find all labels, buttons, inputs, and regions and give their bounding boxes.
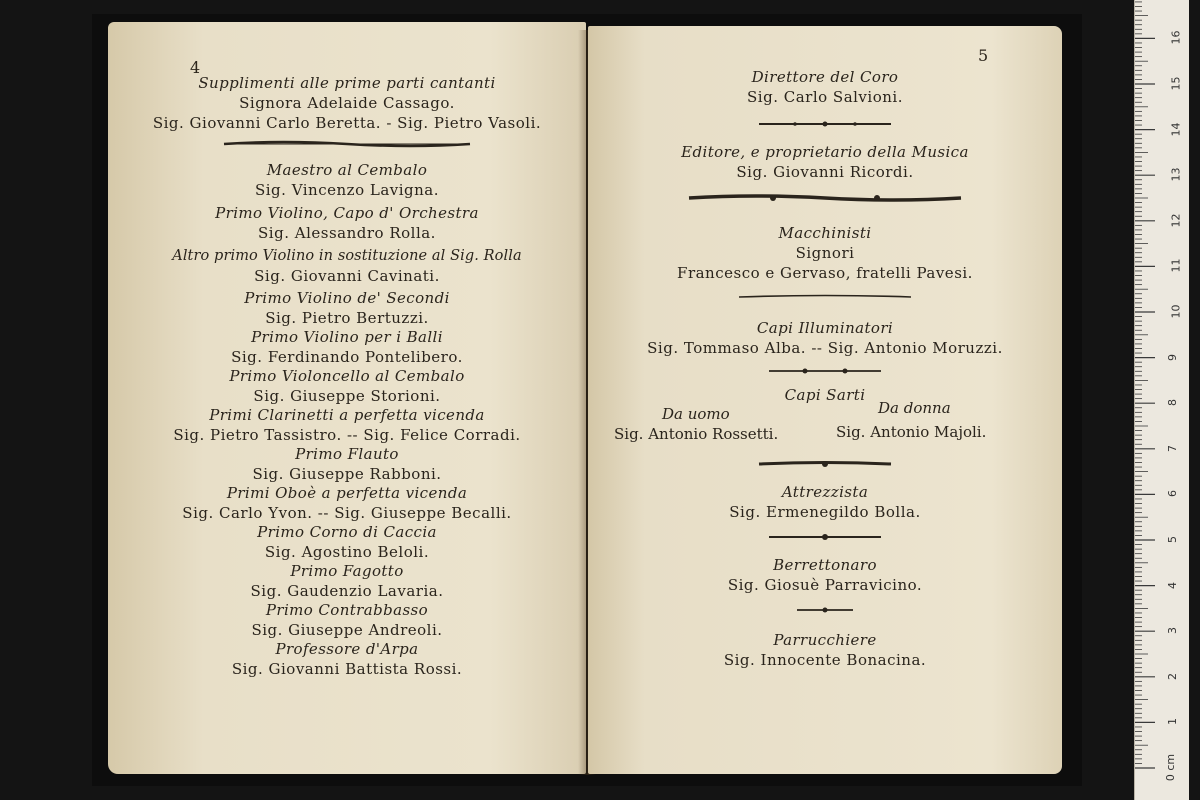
ruler-label: 16 — [1169, 30, 1183, 45]
credit-name: Sig. Giovanni Battista Rossi. — [231, 660, 463, 678]
credit-heading: Editore, e proprietario della Musica — [681, 143, 969, 161]
ornament-rule — [588, 192, 1062, 202]
credit-block — [588, 556, 1062, 595]
credit-block — [108, 523, 586, 562]
credit-block — [108, 562, 586, 601]
credit-name: Sig. Agostino Beloli. — [264, 543, 430, 561]
credit-name: Sig. Giovanni Ricordi. — [736, 163, 914, 181]
credit-block — [108, 445, 586, 484]
ruler-label: 11 — [1169, 258, 1183, 273]
credit-heading: Primo Fagotto — [290, 562, 404, 580]
ornament-rule — [588, 532, 1062, 542]
credit-name: Sig. Alessandro Rolla. — [258, 224, 436, 242]
ruler-label: 1 — [1166, 718, 1179, 726]
credit-heading: Macchinisti — [778, 224, 872, 242]
credit-heading: Parrucchiere — [773, 631, 877, 649]
ornament-rule — [588, 366, 1062, 376]
credit-name: Sig. Giovanni Cavinati. — [254, 267, 440, 285]
credit-block — [588, 68, 1062, 107]
credit-block — [108, 328, 586, 367]
credit-block — [108, 601, 586, 640]
page-number-right: 5 — [978, 46, 989, 65]
credit-name: Sig. Giovanni Carlo Beretta. - Sig. Pietro Vasoli. — [152, 114, 542, 132]
credit-name: Signori — [795, 244, 855, 262]
credit-name: Francesco e Gervaso, fratelli Pavesi. — [677, 264, 973, 282]
left-page-content — [108, 74, 586, 679]
credit-block — [108, 640, 586, 679]
ruler-label: 15 — [1169, 76, 1183, 91]
credit-heading: Maestro al Cembalo — [266, 161, 428, 179]
measurement-ruler — [1134, 0, 1189, 800]
credit-heading: Primo Corno di Caccia — [257, 523, 437, 541]
credit-block — [588, 483, 1062, 522]
credit-name: Sig. Ferdinando Pontelibero. — [231, 348, 463, 366]
credit-block — [108, 161, 586, 200]
credit-heading: Capi Sarti — [784, 386, 866, 404]
credit-heading: Supplimenti alle prime parti cantanti — [198, 74, 496, 92]
credit-name: Sig. Carlo Salvioni. — [747, 88, 903, 106]
credit-block — [588, 386, 1062, 447]
right-page — [588, 26, 1062, 774]
credit-block — [108, 367, 586, 406]
credit-block — [108, 74, 586, 133]
ornament-rule — [588, 293, 1062, 303]
right-page-content — [588, 68, 1062, 670]
ornament-rule — [588, 119, 1062, 129]
credit-heading: Primo Flauto — [295, 445, 399, 463]
credit-name: Sig. Carlo Yvon. -- Sig. Giuseppe Becalli. — [182, 504, 512, 522]
ruler-label: 10 — [1169, 304, 1183, 319]
ruler-label: 0 cm — [1164, 753, 1178, 782]
credit-name: Sig. Pietro Tassistro. -- Sig. Felice Corradi. — [173, 426, 521, 444]
credit-name: Sig. Giuseppe Andreoli. — [251, 621, 443, 639]
credit-name: Sig. Giuseppe Storioni. — [253, 387, 441, 405]
credit-heading: Primo Violino per i Balli — [251, 328, 443, 346]
credit-block — [588, 319, 1062, 358]
ruler-label: 5 — [1166, 536, 1179, 543]
ornament-rule — [108, 139, 586, 149]
credit-name: Sig. Gaudenzio Lavaria. — [250, 582, 444, 600]
credit-heading: Primo Violino de' Secondi — [244, 289, 450, 307]
credit-block — [108, 484, 586, 523]
credit-heading: Primo Violino, Capo d' Orchestra — [215, 204, 479, 222]
page-number-left: 4 — [190, 58, 201, 77]
credit-name: Sig. Giuseppe Rabboni. — [252, 465, 442, 483]
sarti-pair — [588, 399, 1062, 447]
credit-heading: Primo Contrabbasso — [265, 601, 429, 619]
credit-block — [108, 406, 586, 445]
credit-heading: Primo Violoncello al Cembalo — [229, 367, 465, 385]
credit-heading: Primi Oboè a perfetta vicenda — [226, 484, 468, 502]
credit-name: Sig. Innocente Bonacina. — [723, 651, 927, 669]
ruler-label: 6 — [1166, 490, 1179, 498]
ruler-label: 2 — [1166, 672, 1179, 680]
ruler-label: 7 — [1166, 444, 1179, 452]
ruler-label: 3 — [1166, 627, 1179, 635]
credit-block — [108, 247, 586, 286]
ornament-rule — [588, 459, 1062, 469]
credit-name: Sig. Ermenegildo Bolla. — [729, 503, 921, 521]
ruler-label: 12 — [1169, 213, 1183, 228]
credit-heading: Attrezzista — [781, 483, 869, 501]
credit-name: Sig. Vincenzo Lavigna. — [254, 181, 440, 199]
sarti-right-sub: Da donna — [878, 399, 951, 417]
credit-name: Signora Adelaide Cassago. — [239, 94, 455, 112]
credit-heading: Direttore del Coro — [751, 68, 899, 86]
ornament-rule — [588, 605, 1062, 615]
ruler-label: 4 — [1166, 581, 1179, 589]
credit-block — [108, 289, 586, 328]
credit-heading: Altro primo Violino in sostituzione al Sig. Rolla — [172, 248, 522, 264]
credit-block — [588, 143, 1062, 182]
ruler-label: 8 — [1166, 399, 1179, 407]
left-page — [108, 22, 586, 774]
credit-name: Sig. Tommaso Alba. -- Sig. Antonio Moruzzi. — [647, 339, 1003, 357]
sarti-left-name: Sig. Antonio Rossetti. — [614, 425, 779, 443]
credit-block — [588, 631, 1062, 670]
credit-heading: Professore d'Arpa — [275, 640, 419, 658]
credit-heading: Primi Clarinetti a perfetta vicenda — [209, 406, 485, 424]
credit-heading: Capi Illuminatori — [756, 319, 894, 337]
ruler-ticks — [1135, 0, 1189, 800]
ruler-label: 13 — [1169, 167, 1183, 182]
credit-block — [588, 224, 1062, 283]
credit-block — [108, 204, 586, 243]
ruler-label: 14 — [1169, 122, 1183, 137]
sarti-left-sub: Da uomo — [662, 405, 730, 423]
sarti-right-name: Sig. Antonio Majoli. — [836, 423, 987, 441]
ruler-label: 9 — [1166, 353, 1179, 361]
credit-name: Sig. Pietro Bertuzzi. — [265, 309, 429, 327]
credit-heading: Berrettonaro — [773, 556, 877, 574]
credit-name: Sig. Giosuè Parravicino. — [727, 576, 923, 594]
